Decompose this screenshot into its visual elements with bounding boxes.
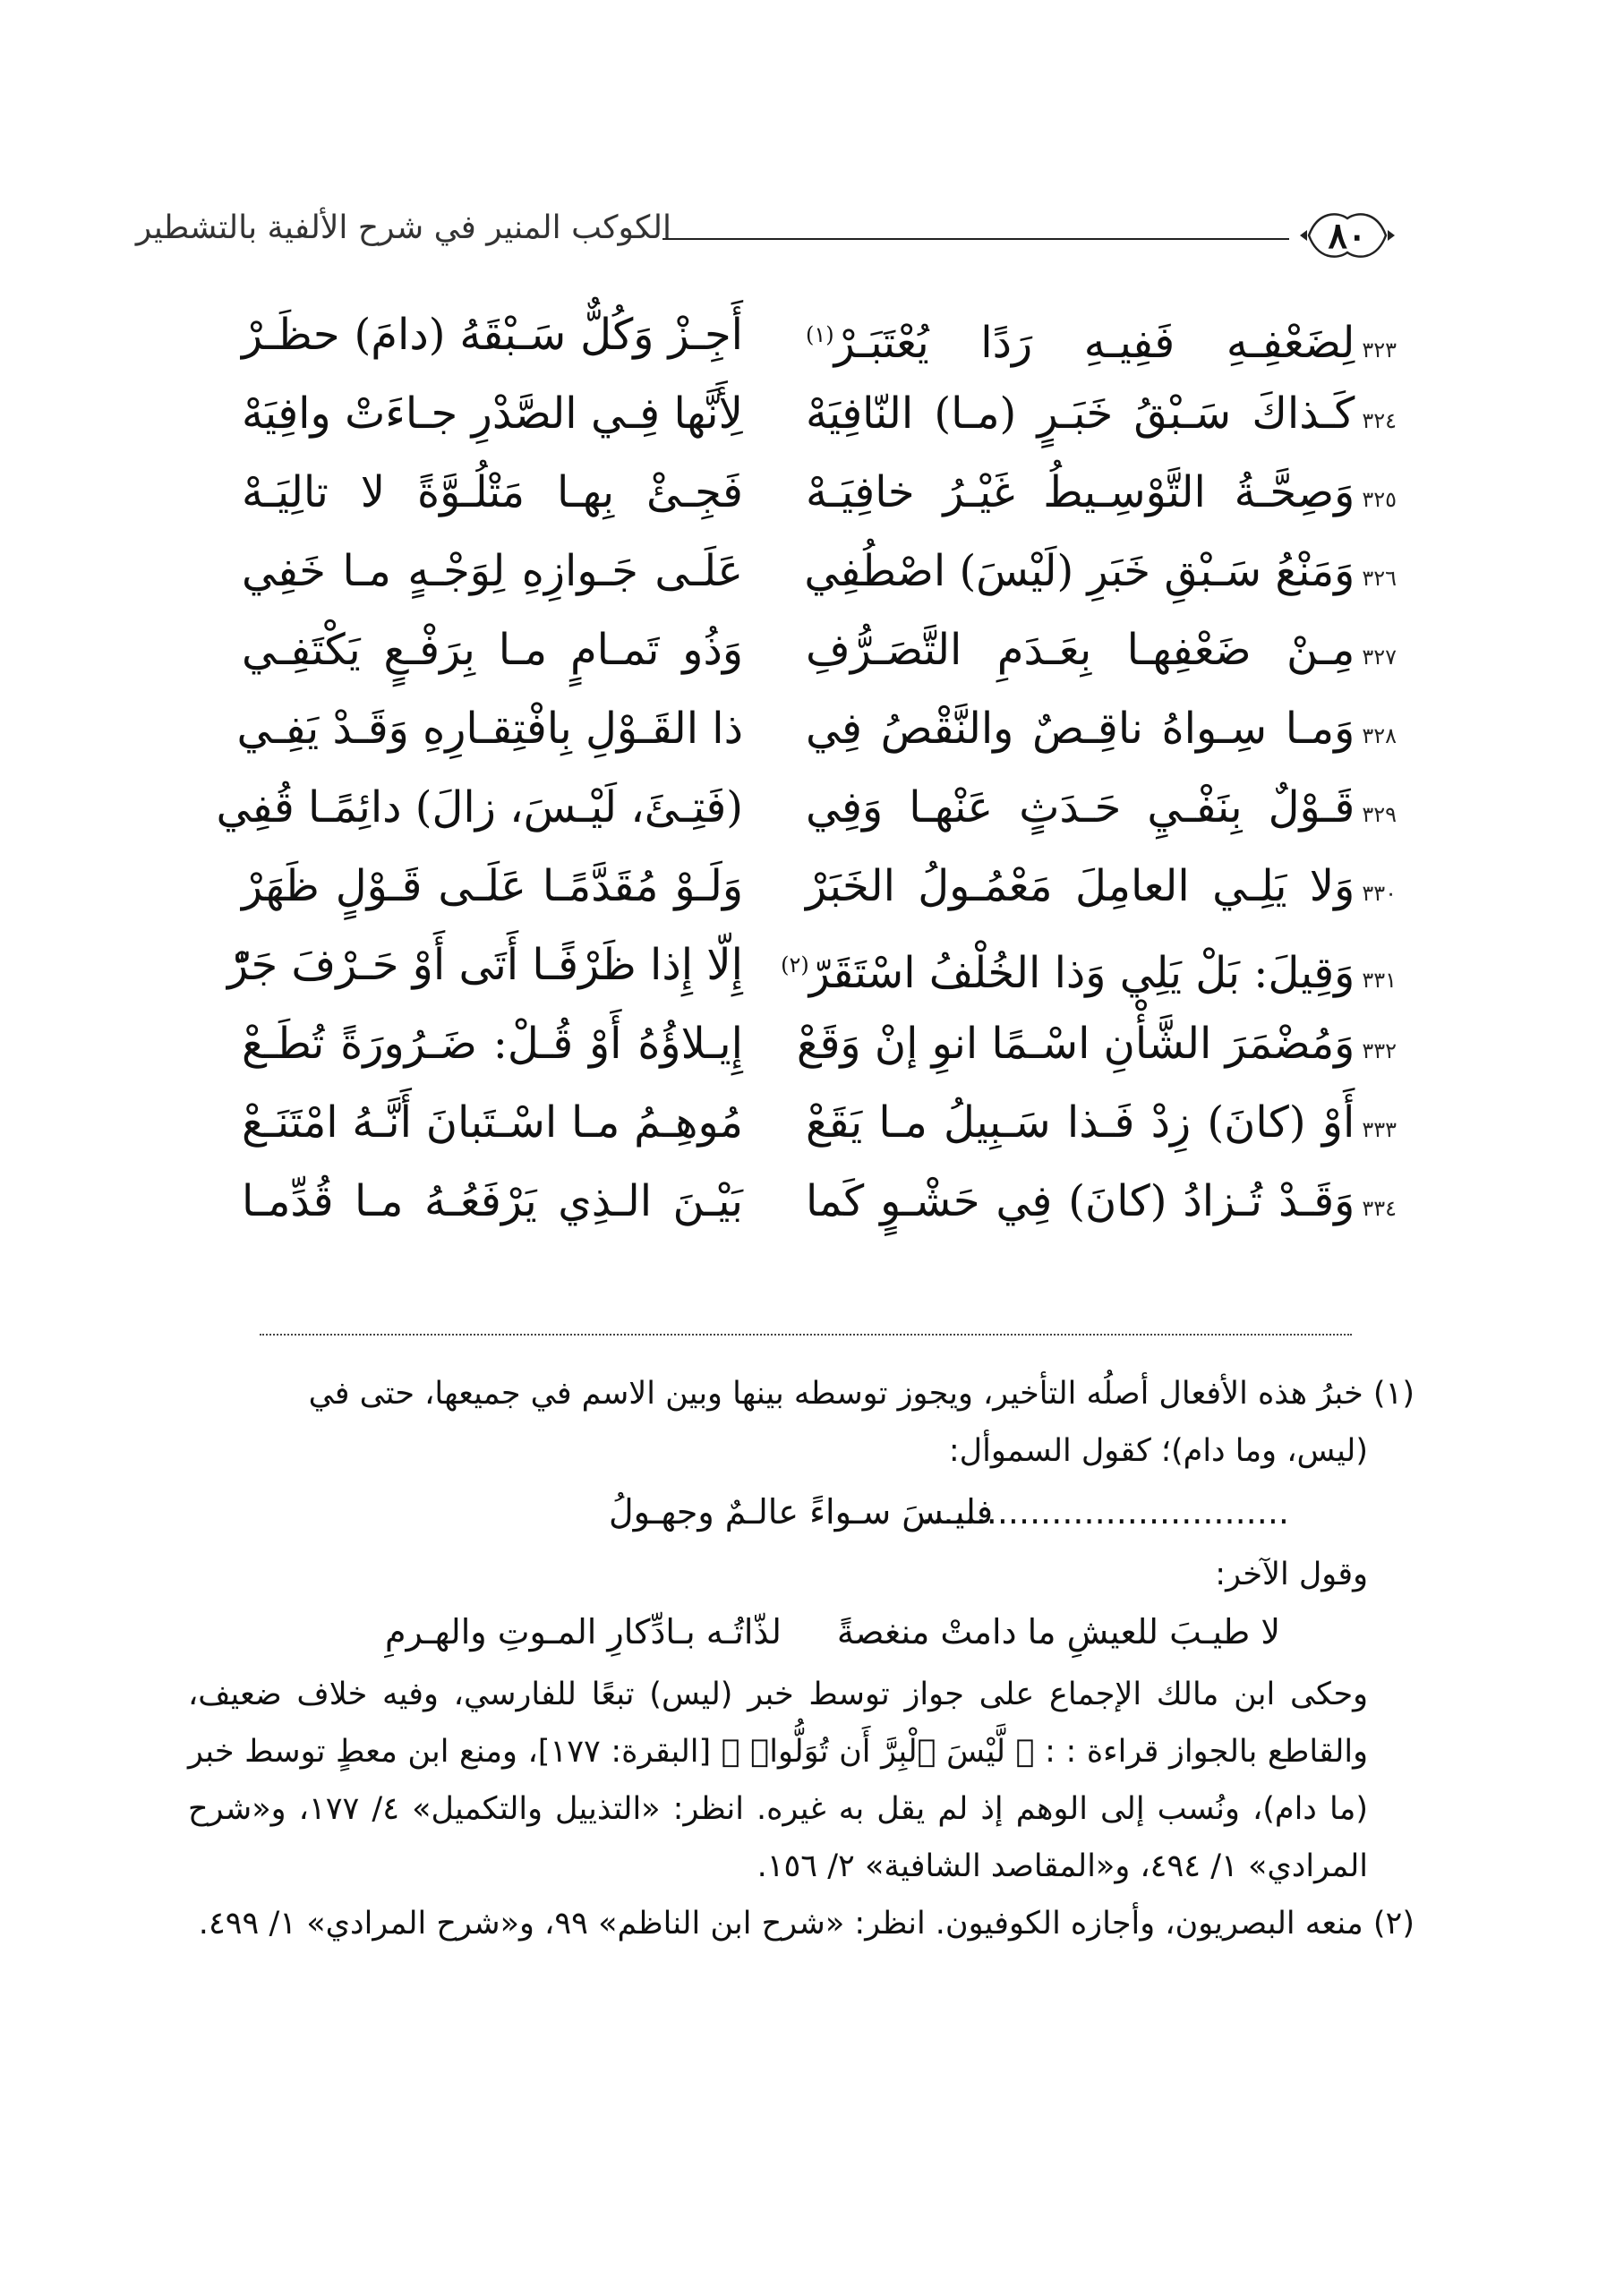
footnote-marker: (٢) (781, 952, 809, 977)
verse-first-text: مِـنْ ضَعْفِهـا بِعَـدَمِ التَّصَـرُّفِ (806, 625, 1355, 675)
verse-first-text: وَقَـدْ تُـزادُ (كانَ) فِي حَشْـوٍ كَما (806, 1176, 1355, 1226)
verse-second-half: عَلَـى جَـوازِهِ لِوَجْـهٍ مـا خَفِي (242, 546, 743, 596)
verse-first-text: أَوْ (كانَ) زِدْ فَـذا سَـبِيلُ مـا يَقَعْ (806, 1097, 1355, 1148)
footnote-separator (260, 1334, 1352, 1336)
verse-first-half (806, 374, 1397, 453)
verse-number: ٣٢٧ (1362, 644, 1397, 670)
verse-number: ٣٢٨ (1362, 723, 1397, 748)
verse-first-half (806, 1162, 1397, 1241)
verse-row (242, 610, 1397, 689)
running-header (135, 206, 1397, 269)
verse-number: ٣٣٤ (1362, 1196, 1397, 1221)
quoted-verse-2-second: لذّاتُـه بـادِّكارِ المـوتِ والهـرمِ (385, 1612, 782, 1652)
verse-first-text: قَـوْلٌ بِنَفْـيِ حَـدَثٍ عَنْهـا وَفِي (806, 782, 1355, 832)
verse-number: ٣٣٣ (1362, 1117, 1397, 1142)
verse-first-text: لِضَعْفِـهِ فَفِيـهِ رَدًا يُعْتَبَـرْ (833, 318, 1355, 368)
verse-second-half: إِلّا إِذا ظَرْفًـا أَتَى أَوْ حَـرْفَ جَرّْ (227, 940, 743, 990)
verse-row (242, 847, 1397, 926)
page-number-ornament (1298, 206, 1397, 265)
verse-second-half: بَيْـنَ الـذِي يَرْفَعُـهُ مـا قُدِّمـا (242, 1176, 743, 1226)
verse-second-half: (فَتِـئَ، لَيْـسَ، زالَ) دائِمًـا قُفِي (216, 782, 743, 832)
verse-second-half: لِأَنَّها فِـي الصَّدْرِ جـاءَتْ وافِيَهْ (242, 388, 743, 439)
verse-number: ٣٣١ (1362, 968, 1397, 993)
verse-first-text: كَـذاكَ سَـبْقُ خَبَـرٍ (مـا) النّافِيَهْ (806, 388, 1355, 439)
verse-second-half: أَجِـزْ وَكُلٌّ سَـبْقَهُ (دامَ) حظَـرْ (242, 310, 743, 360)
verse-number: ٣٣٠ (1362, 881, 1397, 906)
verse-row (242, 532, 1397, 610)
verse-number: ٣٣٢ (1362, 1038, 1397, 1063)
verse-first-text: وَصِحَّـةُ التَّوْسِـيطُ غَيْـرُ خافِيَـهْ (806, 467, 1355, 517)
quoted-verse-1-second: فليـسَ سـواءً عالـمٌ وجهـولُ (609, 1492, 994, 1532)
verse-row (242, 1004, 1397, 1083)
verse-first-half (806, 1083, 1397, 1162)
verse-first-half (806, 532, 1397, 610)
quoted-verse-2-first: لا طيـبَ للعيشِ ما دامتْ منغصةً (836, 1612, 1280, 1652)
verse-number: ٣٢٤ (1362, 408, 1397, 433)
footnote-marker: (١) (806, 322, 834, 347)
quoted-verse-1 (609, 1483, 1289, 1546)
footnote-1-line-1: (١) خبرُ هذه الأفعال أصلُه التأخير، ويجوز توسطه بينها وبين الاسم في جميعها، حتى في (308, 1376, 1415, 1412)
verse-second-half: فَجِـئْ بِهـا مَتْلُـوَّةً لا تالِيَـهْ (242, 467, 743, 517)
verse-row (227, 926, 1397, 1004)
verse-first-text: وَمـا سِـواهُ ناقِـصٌ والنَّقْصُ فِي (806, 704, 1355, 754)
verse-row (242, 374, 1397, 453)
verse-number: ٣٢٩ (1362, 802, 1397, 827)
verse-number: ٣٢٣ (1362, 337, 1397, 363)
verse-second-half: وَذُو تَمـامٍ مـا بِرَفْـعٍ يَكْتَفِـي (242, 625, 743, 675)
page-number: ٨٠ (1328, 214, 1367, 257)
verse-first-text: وَمَنْعُ سَـبْقِ خَبَرِ (لَيْسَ) اصْطُفِي (804, 546, 1355, 596)
verse-first-half (806, 453, 1397, 532)
verse-row (236, 689, 1397, 768)
verse-first-half (806, 610, 1397, 689)
verse-row (242, 453, 1397, 532)
verse-first-half (781, 926, 1397, 1004)
header-rule (662, 238, 1289, 240)
verse-first-half (806, 295, 1397, 374)
verse-second-half: وَلَـوْ مُقَدَّمًـا عَلَـى قَـوْلٍ ظَهَرْ (242, 861, 743, 911)
quoted-verse-1-dots: .................................. (921, 1492, 1289, 1532)
verse-first-half (806, 847, 1397, 926)
verse-first-half (806, 689, 1397, 768)
quoted-verse-2 (385, 1603, 1280, 1666)
verse-second-half: إِيـلاؤُهُ أَوْ قُـلْ: ضَـرُورَةً تُطَـعْ (242, 1019, 743, 1069)
verse-row (242, 1162, 1397, 1241)
verse-first-text: وَمُضْمَرَ الشَّأْنِ اسْـمًا انوِ إنْ وَقَعْ (796, 1019, 1355, 1069)
verse-second-half: مُوهِـمُ مـا اسْـتَبانَ أَنَّـهُ امْتَنَـعْ (242, 1097, 743, 1148)
footnote-2: (٢) منعه البصريون، وأجازه الكوفيون. انظر: «شرح ابن الناظم» ٩٩، و«شرح المرادي» ١/ ٤٩٩. (198, 1906, 1415, 1942)
verse-number: ٣٢٥ (1362, 487, 1397, 512)
verse-first-half (796, 1004, 1397, 1083)
verse-first-text: وَلا يَلِـي العامِلَ مَعْمُـولُ الخَبَرْ (806, 861, 1355, 911)
verse-row (242, 295, 1397, 374)
verse-row (216, 768, 1397, 847)
verse-second-half: ذا القَـوْلِ بِافْتِقـارِهِ وَقَـدْ يَفِـي (236, 704, 743, 754)
book-title: الكوكب المنير في شرح الألفية بالتشطير (135, 209, 671, 246)
verse-list (216, 295, 1397, 1241)
footnote-1-intro: وقول الآخر: (1215, 1557, 1368, 1592)
verse-number: ٣٢٦ (1362, 566, 1397, 591)
verse-first-text: وَقِيلَ: بَلْ يَلِي وَذا الخُلْفُ اسْتَقَرّ (808, 948, 1355, 998)
verse-first-half (806, 768, 1397, 847)
footnote-1-paragraph: وحكى ابن مالك الإجماع على جواز توسط خبر (ليس) تبعًا للفارسي، وفيه خلاف ضعيف، والقاطع بالجواز قراءة : : ﴿ لَّيْسَ ٱلْبِرَّ أَن تُوَلُّوا۟ ﴾ [البقرة: ١٧٧]، ومنع ابن معطٍ توسط خبر (ما دام)، ونُسب إلى الوهم إذ لم يقل به غيره. انظر: «التذييل والتكميل» ٤/ ١٧٧، و«شرح المرادي» ١/ ٤٩٤، و«المقاصد الشافية» ٢/ ١٥٦. (188, 1677, 1369, 1884)
footnote-1-line-2: (ليس، وما دام)؛ كقول السموأل: (948, 1433, 1368, 1469)
verse-row (242, 1083, 1397, 1162)
footnotes (188, 1365, 1415, 1952)
